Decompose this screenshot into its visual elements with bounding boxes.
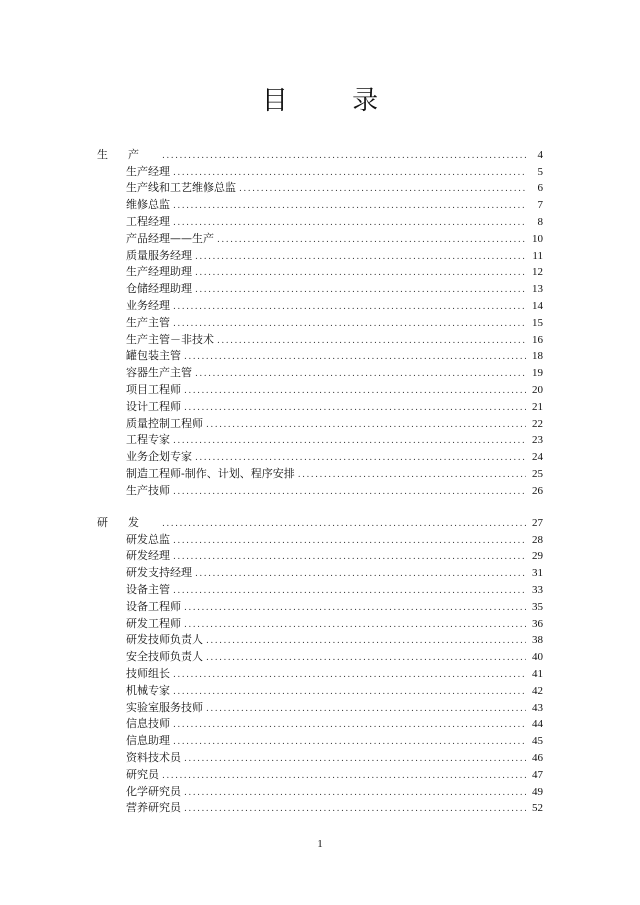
toc-entry[interactable] <box>97 614 543 631</box>
toc-entry-page: 24 <box>532 451 543 464</box>
toc-entry[interactable] <box>97 447 543 464</box>
toc-entry-page: 20 <box>532 383 543 396</box>
toc-section-header[interactable] <box>97 145 543 162</box>
toc-entry-label: 研发支持经理 <box>126 566 192 580</box>
toc-entry-page: 42 <box>532 684 543 697</box>
toc-entry[interactable] <box>97 212 543 229</box>
toc-entry[interactable] <box>97 162 543 179</box>
toc-entry-page: 8 <box>537 215 543 228</box>
toc-dot-leader <box>206 652 526 664</box>
toc-entry[interactable] <box>97 414 543 431</box>
toc-entry[interactable] <box>97 530 543 547</box>
toc-entry-page: 18 <box>532 350 543 363</box>
toc-entry[interactable] <box>97 195 543 212</box>
toc-entry[interactable] <box>97 731 543 748</box>
toc-entry[interactable] <box>97 563 543 580</box>
toc-entry[interactable] <box>97 698 543 715</box>
toc-entry-page: 40 <box>532 651 543 664</box>
toc-entry-label: 业务企划专家 <box>126 450 192 464</box>
toc-entry-page: 13 <box>532 283 543 296</box>
toc-entry-label: 技师组长 <box>126 666 170 680</box>
toc-entry-page: 7 <box>537 199 543 212</box>
toc-entry[interactable] <box>97 597 543 614</box>
toc-entry-label: 研发经理 <box>126 549 170 563</box>
toc-entry-label: 生产主管 <box>126 315 170 329</box>
toc-entry-page: 21 <box>532 400 543 413</box>
toc-entry[interactable] <box>97 296 543 313</box>
toc-entry[interactable] <box>97 681 543 698</box>
toc-entry[interactable] <box>97 765 543 782</box>
toc-entry[interactable] <box>97 580 543 597</box>
toc-entry-page: 29 <box>532 550 543 563</box>
toc-dot-leader <box>217 335 526 347</box>
page-number: 1 <box>317 838 323 850</box>
toc-dot-leader <box>173 200 526 212</box>
toc-entry-label: 设备工程师 <box>126 599 181 613</box>
toc-entry[interactable] <box>97 748 543 765</box>
toc-dot-leader <box>162 770 526 782</box>
toc-entry-page: 22 <box>532 417 543 430</box>
toc-entry-label: 研发总监 <box>126 532 170 546</box>
toc-dot-leader <box>206 703 526 715</box>
toc-dot-leader <box>184 753 526 765</box>
toc-entry[interactable] <box>97 229 543 246</box>
toc-dot-leader <box>173 535 526 547</box>
toc-entry-page: 44 <box>532 718 543 731</box>
toc-entry[interactable] <box>97 347 543 364</box>
toc-entry-page: 5 <box>537 165 543 178</box>
toc-entry[interactable] <box>97 397 543 414</box>
toc-entry-page: 11 <box>532 249 543 262</box>
toc-entry-label: 研发技师负责人 <box>126 633 203 647</box>
toc-entry-page: 35 <box>532 600 543 613</box>
toc-entry[interactable] <box>97 263 543 280</box>
toc-dot-leader <box>195 267 526 279</box>
toc-entry-label: 化学研究员 <box>126 784 181 798</box>
toc-entry-page: 36 <box>532 617 543 630</box>
toc-entry-page: 25 <box>532 467 543 480</box>
toc-dot-leader <box>173 217 526 229</box>
toc-entry-page: 46 <box>532 751 543 764</box>
toc-dot-leader <box>195 284 526 296</box>
toc-entry-page: 38 <box>532 634 543 647</box>
toc-entry-label: 机械专家 <box>126 683 170 697</box>
toc-entry-label: 生产技师 <box>126 483 170 497</box>
toc-entry-label: 维修总监 <box>126 198 170 212</box>
toc-dot-leader <box>195 568 526 580</box>
toc-entry[interactable] <box>97 279 543 296</box>
toc-entry-label: 实验室服务技师 <box>126 700 203 714</box>
toc-entry[interactable] <box>97 313 543 330</box>
toc-section-rnd <box>97 513 543 815</box>
toc-dot-leader <box>184 619 526 631</box>
toc-entry[interactable] <box>97 330 543 347</box>
toc-entry-page: 23 <box>532 434 543 447</box>
toc-entry-page: 31 <box>532 567 543 580</box>
toc-entry-page: 26 <box>532 484 543 497</box>
toc-dot-leader <box>239 183 526 195</box>
toc-entry-label: 资料技术员 <box>126 750 181 764</box>
toc-entry-label: 安全技师负责人 <box>126 650 203 664</box>
toc-entry-label: 工程经理 <box>126 214 170 228</box>
toc-entry-label: 研发工程师 <box>126 616 181 630</box>
toc-dot-leader <box>162 150 526 162</box>
toc-entry-label: 业务经理 <box>126 298 170 312</box>
toc-entry-label: 制造工程师-制作、计划、程序安排 <box>126 466 295 480</box>
toc-dot-leader <box>195 452 526 464</box>
toc-entry-label: 工程专家 <box>126 433 170 447</box>
toc-dot-leader <box>173 318 526 330</box>
toc-entry[interactable] <box>97 664 543 681</box>
toc-entry-label: 设备主管 <box>126 582 170 596</box>
toc-dot-leader <box>173 669 526 681</box>
toc-entry-label: 罐包装主管 <box>126 349 181 363</box>
toc-entry[interactable] <box>97 179 543 196</box>
toc-dot-leader <box>184 351 526 363</box>
toc-entry-page: 47 <box>532 768 543 781</box>
toc-entry[interactable] <box>97 246 543 263</box>
toc-dot-leader <box>173 167 526 179</box>
toc-entry-page: 12 <box>532 266 543 279</box>
toc-dot-leader <box>173 301 526 313</box>
toc-entry-label: 信息助理 <box>126 734 170 748</box>
toc-dot-leader <box>184 803 526 815</box>
toc-dot-leader <box>173 686 526 698</box>
toc-entry-page: 28 <box>532 533 543 546</box>
toc-entry-label: 产品经理——生产 <box>126 231 214 245</box>
toc-entry-page: 14 <box>532 299 543 312</box>
toc-entry-page: 33 <box>532 583 543 596</box>
toc-entry-page: 45 <box>532 735 543 748</box>
toc-dot-leader <box>184 385 526 397</box>
toc-entry[interactable] <box>97 363 543 380</box>
toc-dot-leader <box>173 486 526 498</box>
toc-dot-leader <box>298 469 526 481</box>
toc-entry-label: 研发 <box>97 515 159 529</box>
toc-dot-leader <box>162 518 526 530</box>
toc-entry-label: 营养研究员 <box>126 801 181 815</box>
toc-entry-label: 设计工程师 <box>126 399 181 413</box>
toc-dot-leader <box>184 602 526 614</box>
toc-entry-page: 16 <box>532 333 543 346</box>
toc-entry-label: 信息技师 <box>126 717 170 731</box>
toc-entry-label: 容器生产主管 <box>126 366 192 380</box>
toc-dot-leader <box>184 402 526 414</box>
toc-dot-leader <box>206 635 526 647</box>
toc-entry[interactable] <box>97 380 543 397</box>
toc-entry-page: 15 <box>532 316 543 329</box>
toc-entry[interactable] <box>97 647 543 664</box>
toc-entry-label: 生产经理 <box>126 164 170 178</box>
toc-entry-label: 质量控制工程师 <box>126 416 203 430</box>
toc-entry-page: 10 <box>532 232 543 245</box>
toc-entry[interactable] <box>97 799 543 816</box>
toc-dot-leader <box>173 585 526 597</box>
toc-entry-label: 生产经理助理 <box>126 265 192 279</box>
toc-entry-label: 质量服务经理 <box>126 248 192 262</box>
toc-entry-page: 49 <box>532 785 543 798</box>
toc-entry-label: 项目工程师 <box>126 382 181 396</box>
toc-dot-leader <box>195 251 526 263</box>
toc-dot-leader <box>217 234 526 246</box>
toc-entry-page: 43 <box>532 701 543 714</box>
toc-entry[interactable] <box>97 481 543 498</box>
toc-dot-leader <box>173 435 526 447</box>
toc-entry-label: 生产主管－非技术 <box>126 332 214 346</box>
toc-entry[interactable] <box>97 715 543 732</box>
toc-section-production <box>97 145 543 498</box>
toc-entry-page: 19 <box>532 367 543 380</box>
page-title: 目 录 <box>261 86 407 116</box>
toc-entry[interactable] <box>97 464 543 481</box>
toc-entry-label: 研究员 <box>126 767 159 781</box>
toc-dot-leader <box>173 736 526 748</box>
toc-dot-leader <box>184 787 526 799</box>
toc-entry-page: 52 <box>532 802 543 815</box>
toc-entry[interactable] <box>97 431 543 448</box>
toc-entry-label: 生产线和工艺维修总监 <box>126 181 236 195</box>
toc-entry-label: 仓储经理助理 <box>126 282 192 296</box>
toc-dot-leader <box>195 368 526 380</box>
toc-dot-leader <box>173 719 526 731</box>
toc-dot-leader <box>206 419 526 431</box>
toc-entry[interactable] <box>97 547 543 564</box>
toc-entry-page: 41 <box>532 667 543 680</box>
toc-entry-label: 生产 <box>97 147 159 161</box>
toc-entry[interactable] <box>97 782 543 799</box>
toc-entry-page: 27 <box>532 516 543 529</box>
toc-section-header[interactable] <box>97 513 543 530</box>
toc-dot-leader <box>173 551 526 563</box>
toc-entry-page: 6 <box>537 182 543 195</box>
toc-entry[interactable] <box>97 631 543 648</box>
toc-entry-page: 4 <box>537 148 543 161</box>
